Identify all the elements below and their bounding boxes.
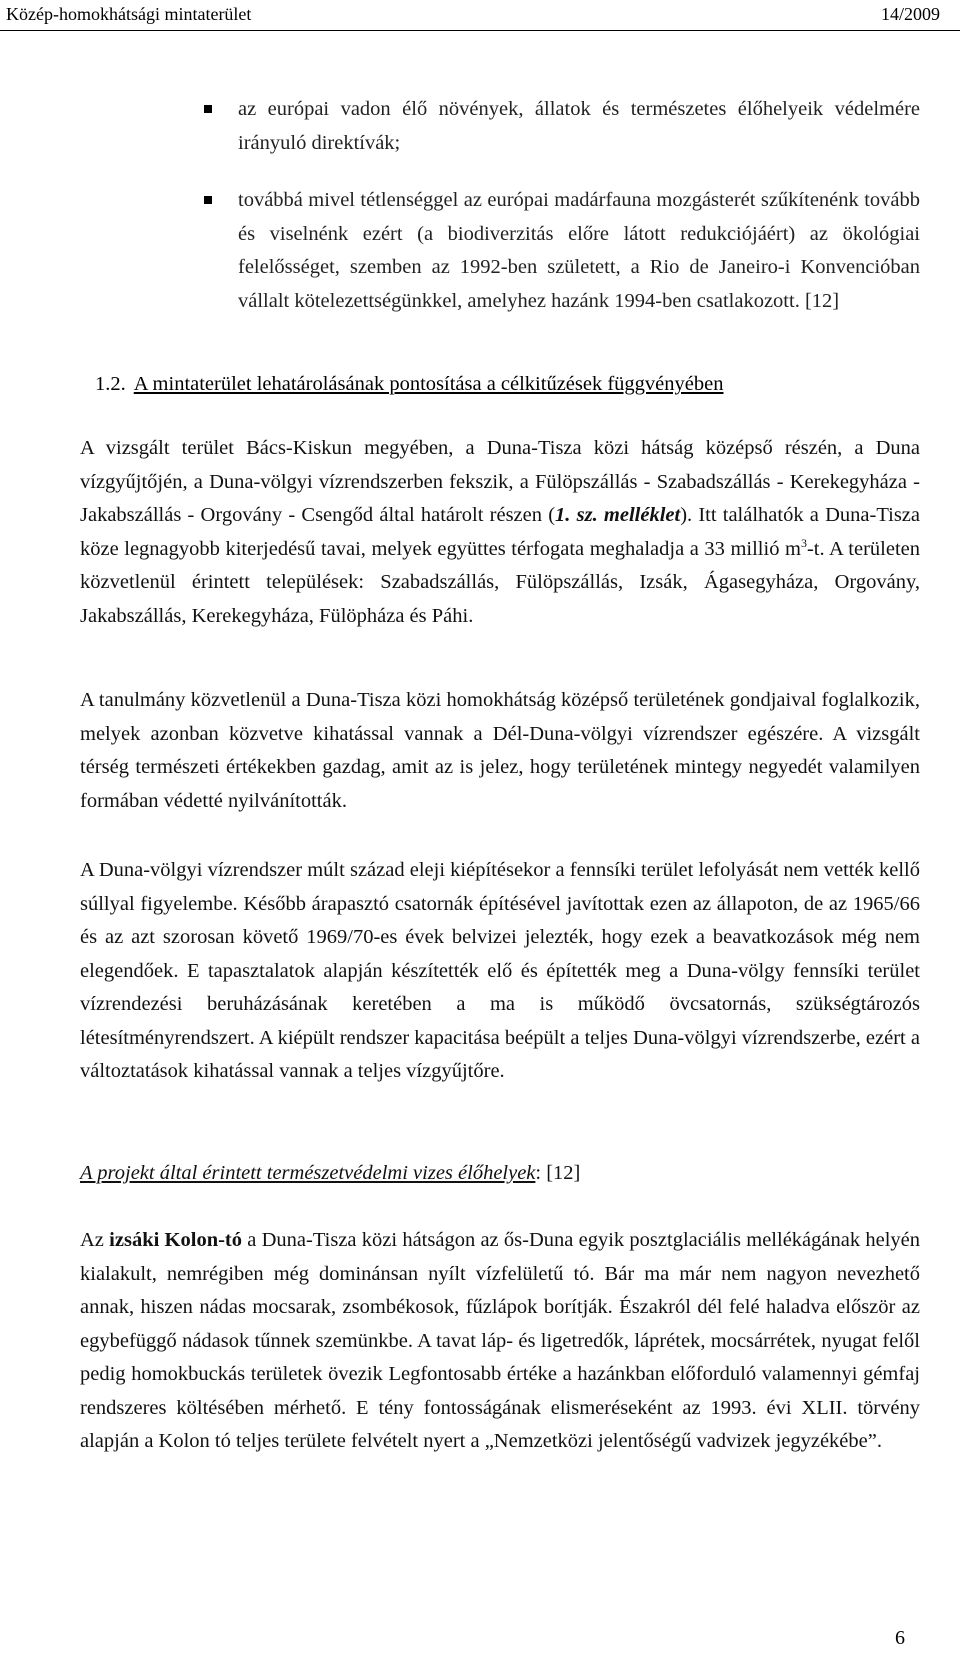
lake-name: izsáki Kolon-tó [109,1229,242,1251]
text-run: ). Itt találhatók a Duna-Tisza köze legnagyobb kiterjedésű tavai, melyek együttes térfogata meghaladja a 33 millió m [80,504,921,560]
square-bullet-icon [204,196,212,204]
bullet-list [170,93,920,342]
paragraph-kolon-lake [80,1224,920,1459]
square-bullet-icon [204,105,212,113]
section-number: 1.2. [95,373,126,395]
superscript: 3 [800,535,807,550]
bullet-item [170,93,920,160]
header-title: Közép-homokhátsági mintaterület [6,4,252,24]
paragraph-study-focus: A tanulmány közvetlenül a Duna-Tisza közi homokhátság középső területének gondjaival foglalkozik, melyek azonban közvetve kihatással vannak a Dél-Duna-völgyi vízrendszer egészére. A vizsgált térség természeti értékekben gazdag, amit az is jelez, hogy területének mintegy negyedét valamilyen formában védetté nyilvánították. [80,689,920,812]
section-title: A mintaterület lehatárolásának pontosítása a célkitűzések függvényében [133,373,724,395]
text-run: A vizsgált terület Bács-Kiskun megyében, a Duna-Tisza közi hátság középső részén, a Duna vízgyűjtőjén, a Duna-völgyi vízrendszerben fekszik, a Fülöpszállás - Szabadszállás - Kerekegyháza - Jakabszállás - Orgovány - Csengőd által határolt részen ( [80,437,920,526]
text-run: -t. A területen közvetlenül érintett települések: Szabadszállás, Fülöpszállás, Izsák, Ágasegyháza, Orgovány, Jakabszállás, Kerekegyháza, Fülöpháza és Páhi. [80,537,920,627]
header-issue: 14/2009 [880,4,940,24]
bullet-item [170,184,920,318]
appendix-reference: 1. sz. melléklet [555,504,681,526]
bullet-text: az európai vadon élő növények, állatok és természetes élőhelyeik védelmére irányuló direktívák; [238,98,920,154]
page-header [0,0,960,31]
paragraph-study-area [80,432,920,633]
subheading-ref: : [12] [535,1162,581,1184]
text-run: a Duna-Tisza közi hátságon az ős-Duna egyik posztglaciális mellékágának helyén kialakult, nemrégiben még dominánsan nyílt vízfelületű tó. Bár ma már nem nagyon nevezhető annak, hiszen nádas mocsarak, zsombékosok, fűzlápok borítják. Északról dél felé haladva először az egybefüggő nádasok tűnnek szemünkbe. A tavat láp- és ligetredők, láprétek, mocsárrétek, nyugat felől pedig homokbuckás területek övezik Legfontosabb értéke a hazánkban előforduló valamennyi gémfaj rendszeres költésében mérhető. E tény fontosságának elismeréseként az 1993. évi XLII. törvény alapján a Kolon tó teljes területe felvételt nyert a „Nemzetközi jelentőségű vadvizek jegyzékébe”. [80,1229,920,1452]
section-heading [95,373,723,396]
subheading-protected-wetlands [80,1157,920,1191]
paragraph-water-system: A Duna-völgyi vízrendszer múlt század eleji kiépítésekor a fennsíki terület lefolyását nem vették kellő súllyal figyelembe. Később árapasztó csatornák építésével javítottak ezen az állapoton, de az 1965/66 és az azt szorosan követő 1969/70-es évek belvizei jelezték, hogy ezek a beavatkozások még nem elegendőek. E tapasztalatok alapján készítették elő és építették meg a Duna-völgy fennsíki terület vízrendezési beruházásának keretében a ma is működő övcsatornás, szükségtározós létesítményrendszert. A kiépült rendszer kapacitása beépült a teljes Duna-völgyi vízrendszerbe, ezért a változtatások kihatással vannak a teljes vízgyűjtőre. [80,859,920,1082]
bullet-text: továbbá mivel tétlenséggel az európai madárfauna mozgásterét szűkítenénk tovább és viselnénk ezért (a biodiverzitás előre látott redukciójáért) az ökológiai felelősséget, szemben az 1992-ben született, a Rio de Janeiro-i Konvencióban vállalt kötelezettségünkkel, amelyhez hazánk 1994-ben csatlakozott. [12] [238,189,920,312]
text-run: Az [80,1229,110,1251]
page-number: 6 [895,1627,905,1649]
subheading-title: A projekt által érintett természetvédelmi vizes élőhelyek [80,1162,536,1184]
